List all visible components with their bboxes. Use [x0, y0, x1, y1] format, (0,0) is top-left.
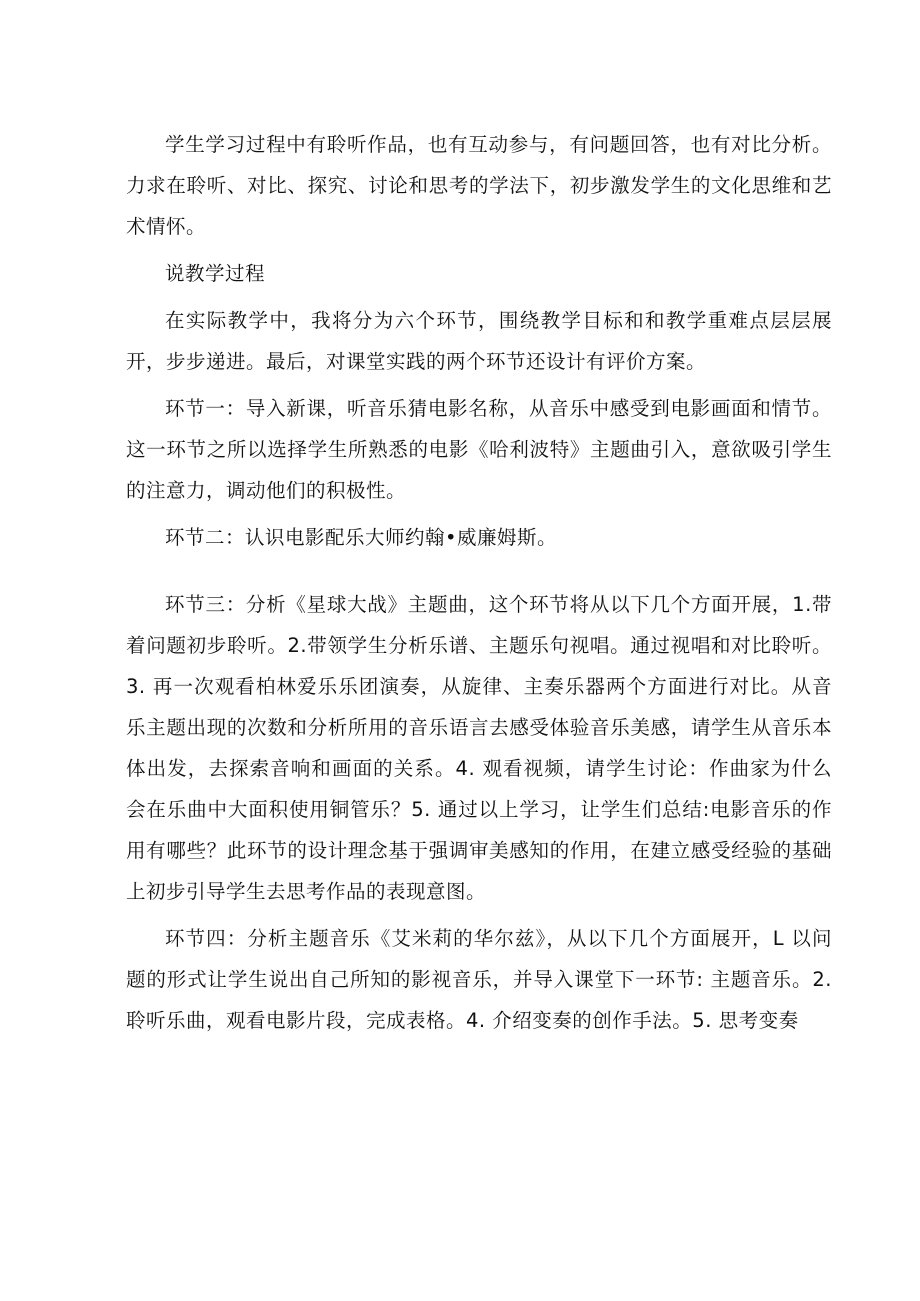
document-body: [126, 124, 832, 1047]
section-heading-teaching-process: 说教学过程: [165, 262, 266, 285]
paragraph-learning-process: 学生学习过程中有聆听作品，也有互动参与，有问题回答，也有对比分析。力求在聆听、对比、探究、讨论和思考的学法下，初步激发学生的文化思维和艺术情怀。: [126, 133, 832, 238]
paragraph-step-three: 环节三：分析《星球大战》主题曲，这个环节将从以下几个方面开展，1.带着问题初步聆听。2.带领学生分析乐谱、主题乐句视唱。通过视唱和对比聆听。3. 再一次观看柏林爱乐乐团演奏，从旋律、主奏乐器两个方面进行对比。从音乐主题出现的次数和分析所用的音乐语言去感受体验音乐美感，请学生从音乐本体出发，去探索音响和画面的关系。4. 观看视频，请学生讨论：作曲家为什么会在乐曲中大面积使用铜管乐？5. 通过以上学习，让学生们总结:电影音乐的作用有哪些？此环节的设计理念基于强调审美感知的作用，在建立感受经验的基础上初步引导学生去思考作品的表现意图。: [126, 593, 832, 903]
paragraph-step-four: 环节四：分析主题音乐《艾米莉的华尔兹》，从以下几个方面展开，L 以问题的形式让学生说出自己所知的影视音乐，并导入课堂下一环节: 主题音乐。2. 聆听乐曲，观看电影片段，完成表格。4. 介绍变奏的创作手法。5. 思考变奏: [126, 927, 832, 1032]
paragraph-step-one: 环节一：导入新课，听音乐猜电影名称，从音乐中感受到电影画面和情节。这一环节之所以选择学生所熟悉的电影《哈利波特》主题曲引入，意欲吸引学生的注意力，调动他们的积极性。: [126, 397, 832, 502]
paragraph-teaching-overview: 在实际教学中，我将分为六个环节，围绕教学目标和和教学重难点层层展开，步步递进。最后，对课堂实践的两个环节还设计有评价方案。: [126, 309, 832, 373]
paragraph-step-two: 环节二：认识电影配乐大师约翰•威廉姆斯。: [165, 526, 558, 549]
